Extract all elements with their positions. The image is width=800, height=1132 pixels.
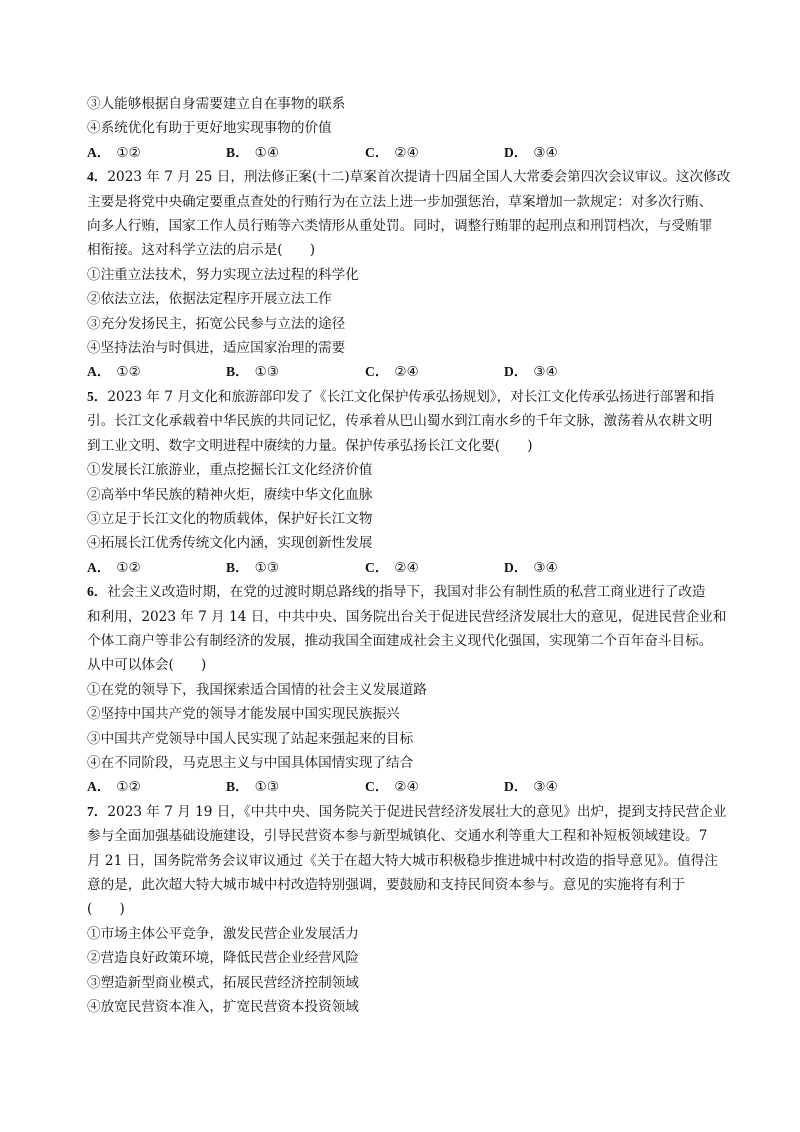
option-letter: A． <box>87 144 111 160</box>
stem-text: 社会主义改造时期，在党的过渡时期总路线的指导下，我国对非公有制性质的私营工商业进行了改造 <box>107 584 706 601</box>
option-letter: D． <box>504 364 528 380</box>
q4-option-b[interactable] <box>226 360 365 384</box>
q6-statement-1: ①在党的领导下，我国探索适合国情的社会主义发展道路 <box>87 681 427 698</box>
q5-option-a[interactable] <box>87 556 226 580</box>
q7-stem-line-3: 月 21 日，国务院常务会议审议通过《关于在超大特大城市积极稳步推进城中村改造的指导意见》。值得注 <box>87 852 718 869</box>
exam-content <box>87 92 747 1019</box>
option-letter: A． <box>87 364 111 380</box>
q3-statement-4: ④系统优化有助于更好地实现事物的价值 <box>87 120 332 137</box>
option-value: ①④ <box>254 144 280 161</box>
q5-stem-line-3: 到工业文明、数字文明进程中赓续的力量。保护传承弘扬长江文化要( ) <box>87 437 533 454</box>
option-letter: A． <box>87 559 111 575</box>
q5-statement-4: ④拓展长江优秀传统文化内涵，实现创新性发展 <box>87 535 373 552</box>
question-6 <box>87 580 747 800</box>
q7-stem-line-1 <box>87 800 747 824</box>
q5-stem-line-1 <box>87 385 747 409</box>
q4-stem-line-3: 向多人行贿，国家工作人员行贿等六类情形从重处罚。同时，调整行贿罪的起刑点和刑罚档次，与受贿罪 <box>87 218 713 235</box>
q7-stem-line-4: 意的是，此次超大特大城市城中村改造特别强调，要鼓励和支持民间资本参与。意见的实施将有利于 <box>87 877 686 893</box>
option-letter: D． <box>504 779 528 795</box>
q5-option-c[interactable] <box>365 556 504 580</box>
question-4 <box>87 165 747 385</box>
q3-option-b[interactable] <box>226 141 365 165</box>
option-letter: B． <box>226 364 249 380</box>
q7-statement-3: ③塑造新型商业模式，拓展民营经济控制领域 <box>87 974 359 991</box>
q4-stem-line-2: 主要是将党中央确定要重点查处的行贿行为在立法上进一步加强惩治，草案增加一款规定：对多次行贿、 <box>87 193 713 210</box>
q7-stem-line-5: ( ) <box>87 901 125 918</box>
option-value: ①② <box>116 559 141 576</box>
option-letter: B． <box>226 559 249 575</box>
option-letter: A． <box>87 779 111 795</box>
q4-statement-4: ④坚持法治与时俱进，适应国家治理的需要 <box>87 340 346 357</box>
q5-option-d[interactable] <box>504 556 643 580</box>
q7-statement-1: ①市场主体公平竞争，激发民营企业发展活力 <box>87 925 359 942</box>
option-letter: D． <box>504 144 528 160</box>
question-number: 7． <box>87 803 108 819</box>
q5-stem-line-2: 引。长江文化承载着中华民族的共同记忆，传承着从巴山蜀水到江南水乡的千年文脉，激荡着从农耕文明 <box>87 413 713 430</box>
question-number: 6． <box>87 584 108 600</box>
question-3-tail <box>87 92 747 165</box>
q3-option-a[interactable] <box>87 141 226 165</box>
option-letter: C． <box>365 779 389 795</box>
q4-statement-1: ①注重立法技术，努力实现立法过程的科学化 <box>87 266 359 283</box>
q6-statement-4: ④在不同阶段，马克思主义与中国具体国情实现了结合 <box>87 754 414 771</box>
question-5 <box>87 385 747 580</box>
q4-statement-2: ②依法立法，依据法定程序开展立法工作 <box>87 291 332 308</box>
option-letter: C． <box>365 144 389 160</box>
q3-answer-options <box>87 141 747 165</box>
q4-statement-3: ③充分发扬民主，拓宽公民参与立法的途径 <box>87 315 346 332</box>
option-value: ①③ <box>254 779 280 796</box>
q6-stem-line-4: 从中可以体会( ) <box>87 657 207 674</box>
q7-statement-2: ②营造良好政策环境，降低民营企业经营风险 <box>87 950 359 967</box>
option-value: ①③ <box>254 364 280 381</box>
q6-stem-line-1 <box>87 580 747 604</box>
option-value: ③④ <box>533 144 558 161</box>
option-letter: C． <box>365 364 389 380</box>
option-value: ①② <box>116 364 141 381</box>
option-value: ③④ <box>533 364 558 381</box>
q4-option-c[interactable] <box>365 360 504 384</box>
q5-statement-3: ③立足于长江文化的物质载体，保护好长江文物 <box>87 510 373 527</box>
option-value: ②④ <box>394 779 419 796</box>
q7-statement-4: ④放宽民营资本准入，扩宽民营资本投资领域 <box>87 999 359 1016</box>
option-letter: B． <box>226 144 249 160</box>
option-letter: B． <box>226 779 249 795</box>
q6-option-a[interactable] <box>87 775 226 799</box>
q7-stem-line-2: 参与全面加强基础设施建设，引导民营资本参与新型城镇化、交通水利等重大工程和补短板领域建设。7 <box>87 828 708 845</box>
option-value: ①② <box>116 779 141 796</box>
option-value: ②④ <box>394 364 419 381</box>
q5-answer-options <box>87 556 747 580</box>
q6-answer-options <box>87 775 747 799</box>
stem-text: 2023 年 7 月 25 日，刑法修正案(十二)草案首次提请十四届全国人大常委会第四次会议审议。这次修改 <box>107 169 731 186</box>
q6-stem-line-3: 个体工商户等非公有制经济的发展，推动我国全面建成社会主义现代化强国，实现第二个百年奋斗目标。 <box>87 632 713 649</box>
option-value: ③④ <box>533 559 558 576</box>
q3-option-c[interactable] <box>365 141 504 165</box>
q6-option-b[interactable] <box>226 775 365 799</box>
q4-option-d[interactable] <box>504 360 643 384</box>
option-value: ③④ <box>533 779 558 796</box>
q4-stem-line-4: 相衔接。这对科学立法的启示是( ) <box>87 242 316 259</box>
option-value: ②④ <box>394 144 419 161</box>
q3-statement-3: ③人能够根据自身需要建立自在事物的联系 <box>87 96 346 112</box>
option-letter: C． <box>365 559 389 575</box>
q5-statement-2: ②高举中华民族的精神火炬，赓续中华文化血脉 <box>87 486 373 503</box>
q3-option-d[interactable] <box>504 141 643 165</box>
option-value: ①③ <box>254 559 280 576</box>
stem-text: 2023 年 7 月 19 日，《中共中央、国务院关于促进民营经济发展壮大的意见》出炉，提到支持民营企业 <box>107 803 727 820</box>
option-value: ①② <box>116 144 141 161</box>
q6-statement-2: ②坚持中国共产党的领导才能发展中国实现民族振兴 <box>87 706 400 723</box>
question-number: 4． <box>87 169 108 185</box>
q5-option-b[interactable] <box>226 556 365 580</box>
option-value: ②④ <box>394 559 419 576</box>
q4-answer-options <box>87 360 747 384</box>
q6-stem-line-2: 和利用，2023 年 7 月 14 日，中共中央、国务院出台关于促进民营经济发展壮大的意见，促进民营企业和 <box>87 608 727 625</box>
q4-option-a[interactable] <box>87 360 226 384</box>
q4-stem-line-1 <box>87 165 747 189</box>
question-number: 5． <box>87 388 108 404</box>
stem-text: 2023 年 7 月文化和旅游部印发了《长江文化保护传承弘扬规划》，对长江文化传承弘扬进行部署和指 <box>107 388 715 405</box>
q6-option-c[interactable] <box>365 775 504 799</box>
option-letter: D． <box>504 559 528 575</box>
q5-statement-1: ①发展长江旅游业，重点挖掘长江文化经济价值 <box>87 462 373 479</box>
q6-option-d[interactable] <box>504 775 643 799</box>
q6-statement-3: ③中国共产党领导中国人民实现了站起来强起来的目标 <box>87 730 414 747</box>
question-7 <box>87 800 747 1020</box>
